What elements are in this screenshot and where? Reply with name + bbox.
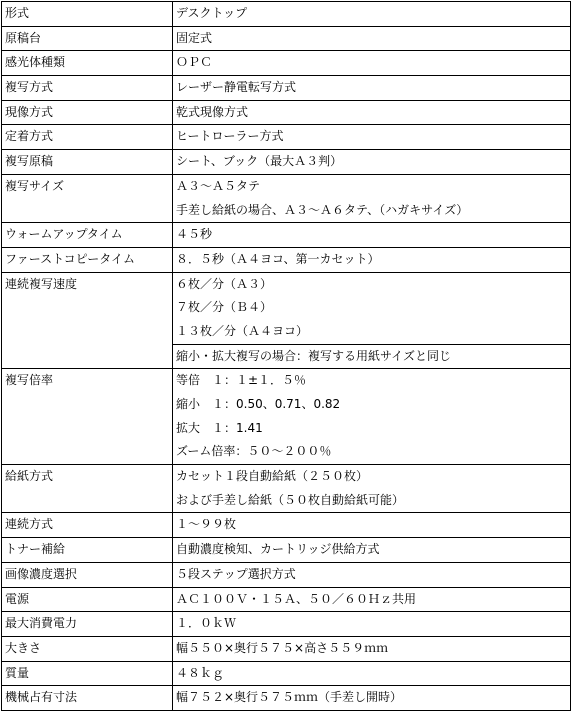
spec-row — [2, 150, 571, 175]
spec-label-text: 複写サイズ — [5, 178, 65, 193]
spec-value-note: 縮小・拡大複写の場合：複写する用紙サイズと同じ — [176, 348, 452, 363]
spec-label-text: ウォームアップタイム — [5, 227, 123, 242]
spec-table-body — [2, 2, 571, 711]
spec-label-text: 形式 — [5, 6, 30, 20]
spec-label — [2, 587, 173, 612]
spec-value-line: ヒートローラー方式 — [176, 129, 284, 144]
spec-value — [173, 51, 571, 76]
spec-label-text: 質量 — [5, 665, 30, 680]
spec-label-text: 原稿台 — [5, 30, 42, 45]
spec-row — [2, 223, 571, 248]
spec-label-text: 画像濃度選択 — [5, 566, 78, 581]
spec-value-line: Ａ３～Ａ５タテ — [176, 178, 261, 193]
spec-label-text: 大きさ — [5, 640, 42, 655]
spec-row — [2, 51, 571, 76]
spec-row — [2, 100, 571, 125]
spec-label — [2, 538, 173, 563]
spec-value — [173, 612, 571, 637]
spec-label — [2, 2, 173, 27]
spec-value — [173, 223, 571, 248]
spec-row — [2, 247, 571, 272]
spec-row — [2, 661, 571, 686]
spec-label-text: 複写倍率 — [5, 373, 54, 388]
spec-row — [2, 76, 571, 101]
spec-label — [2, 369, 173, 465]
spec-row — [2, 636, 571, 661]
spec-label-text: 最大消費電力 — [5, 616, 78, 631]
spec-value-line: ６枚／分（Ａ３） — [176, 276, 273, 291]
spec-value-line: ＡＣ１００Ｖ・１５Ａ、５０／６０Ｈｚ共用 — [176, 591, 417, 606]
spec-label — [2, 661, 173, 686]
spec-label-text: トナー補給 — [5, 542, 66, 557]
spec-row — [2, 686, 571, 711]
spec-value — [173, 587, 571, 612]
spec-label — [2, 51, 173, 76]
spec-row — [2, 465, 571, 513]
spec-value — [173, 369, 571, 465]
spec-value — [173, 562, 571, 587]
spec-row — [2, 125, 571, 150]
spec-value-line: 幅５５０×奥行５７５×高さ５５９ｍｍ — [176, 640, 389, 655]
spec-value-line: ７枚／分（Ｂ４） — [176, 300, 273, 315]
spec-label-text: ファーストコピータイム — [5, 251, 135, 266]
spec-label — [2, 272, 173, 369]
spec-value — [173, 538, 571, 563]
spec-label-text: 定着方式 — [5, 129, 54, 144]
spec-value-line: シート、ブック（最大Ａ３判） — [176, 154, 343, 169]
spec-value — [173, 76, 571, 101]
spec-row — [2, 369, 571, 465]
spec-label-text: 給紙方式 — [5, 469, 54, 484]
spec-label — [2, 686, 173, 711]
spec-value-line: 等倍 １：１±１．５％ — [176, 373, 307, 388]
spec-row — [2, 272, 571, 369]
spec-value-line: １．０ｋＷ — [176, 616, 237, 631]
spec-label-text: 機械占有寸法 — [5, 690, 78, 705]
spec-label — [2, 174, 173, 222]
spec-value-line: 幅７５２×奥行５７５ｍｍ（手差し開時） — [176, 690, 403, 705]
spec-row — [2, 612, 571, 637]
spec-value — [173, 100, 571, 125]
spec-value — [173, 150, 571, 175]
spec-value-line: 固定式 — [176, 30, 213, 45]
spec-label-text: 電源 — [5, 591, 30, 606]
spec-label — [2, 223, 173, 248]
spec-label-text: 感光体種類 — [5, 55, 66, 70]
spec-value-line: および手差し給紙（５０枚自動給紙可能） — [176, 492, 405, 507]
spec-value — [173, 686, 571, 711]
spec-label-text: 複写原稿 — [5, 154, 54, 169]
spec-label — [2, 636, 173, 661]
spec-value — [173, 2, 571, 27]
spec-label — [2, 513, 173, 538]
specification-table — [1, 1, 571, 711]
spec-value-line: 縮小 １：0.50、0.71、0.82 — [176, 397, 341, 411]
spec-label — [2, 100, 173, 125]
spec-row — [2, 538, 571, 563]
spec-value — [173, 26, 571, 51]
spec-row — [2, 26, 571, 51]
spec-value-line: レーザー静電転写方式 — [176, 80, 297, 95]
spec-label-text: 連続複写速度 — [5, 276, 78, 291]
spec-label — [2, 26, 173, 51]
spec-value-line: 拡大 １：1.41 — [176, 420, 263, 435]
spec-value-line: ４５秒 — [176, 227, 213, 242]
spec-value — [173, 513, 571, 538]
spec-value — [173, 465, 571, 513]
spec-label — [2, 150, 173, 175]
spec-value — [173, 636, 571, 661]
spec-row — [2, 513, 571, 538]
spec-value-line: 乾式現像方式 — [176, 104, 249, 119]
spec-label — [2, 247, 173, 272]
spec-label — [2, 125, 173, 150]
spec-value-line: ５段ステップ選択方式 — [176, 566, 296, 581]
spec-value-line: 自動濃度検知、カートリッジ供給方式 — [176, 542, 380, 557]
spec-value-line: ＯＰＣ — [176, 55, 213, 70]
spec-value-line: デスクトップ — [176, 6, 248, 20]
spec-value-line: ８．５秒（Ａ４ヨコ、第一カセット） — [176, 251, 380, 266]
spec-value-line: ズーム倍率：５０～２００％ — [176, 444, 332, 459]
spec-value-line: １３枚／分（Ａ４ヨコ） — [176, 323, 309, 338]
spec-label — [2, 76, 173, 101]
spec-label-text: 現像方式 — [5, 104, 54, 119]
spec-value-line: カセット１段自動給紙（２５０枚） — [176, 469, 369, 484]
spec-value — [173, 661, 571, 686]
spec-value — [173, 272, 571, 369]
spec-value — [173, 125, 571, 150]
spec-value — [173, 247, 571, 272]
spec-value-line: 手差し給紙の場合、Ａ３～Ａ６タテ、（ハガキサイズ） — [176, 202, 469, 217]
spec-label-text: 複写方式 — [5, 80, 54, 95]
spec-row — [2, 587, 571, 612]
spec-label — [2, 562, 173, 587]
spec-row — [2, 174, 571, 222]
spec-row — [2, 2, 571, 27]
spec-value-line: ４８ｋｇ — [176, 665, 225, 680]
spec-value-line: １～９９枚 — [176, 517, 237, 532]
spec-label — [2, 465, 173, 513]
spec-value — [173, 174, 571, 222]
spec-row — [2, 562, 571, 587]
spec-label-text: 連続方式 — [5, 517, 54, 532]
spec-label — [2, 612, 173, 637]
